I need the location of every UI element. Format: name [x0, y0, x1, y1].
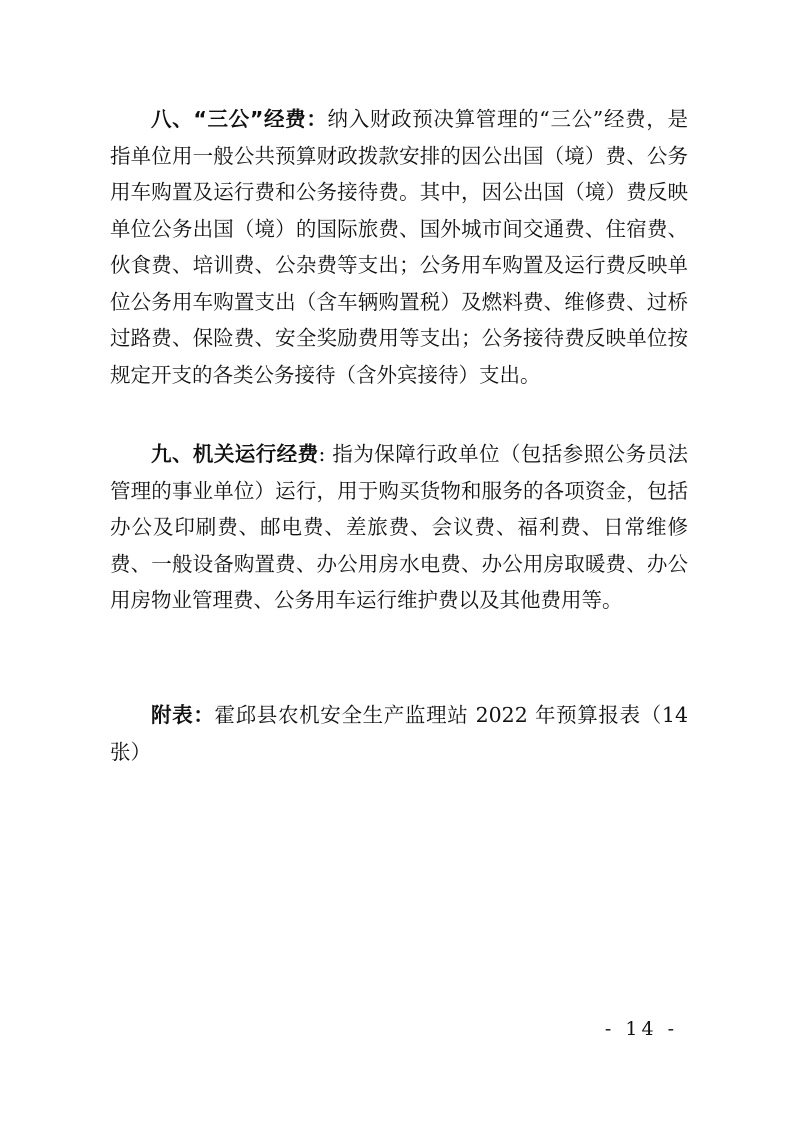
section-8-body: 纳入财政预决算管理的“三公”经费，是指单位用一般公共预算财政拨款安排的因公出国（境）费、公务用车购置及运行费和公务接待费。其中，因公出国（境）费反映单位公务出国（境）的国际旅费、国外城市间交通费、住宿费、伙食费、培训费、公杂费等支出；公务用车购置及运行费反映单位公务用车购置支出（含车辆购置税）及燃料费、维修费、过桥过路费、保险费、安全奖励费用等支出；公务接待费反映单位按规定开支的各类公务接待（含外宾接待）支出。	[110, 107, 688, 387]
appendix-body: 霍邱县农机安全生产监理站 2022 年预算报表（14 张）	[110, 703, 688, 764]
section-9-body: : 指为保障行政单位（包括参照公务员法管理的事业单位）运行，用于购买货物和服务的各项资金，包括办公及印刷费、邮电费、差旅费、会议费、福利费、日常维修费、一般设备购置费、办公用房水电费、办公用房取暖费、办公用房物业管理费、公务用车运行维护费以及其他费用等。	[110, 442, 688, 612]
appendix-paragraph	[110, 697, 688, 770]
page-number: - 14 -	[604, 1018, 678, 1040]
section-9-heading: 九、机关运行经费	[151, 442, 319, 466]
section-8-paragraph	[110, 101, 688, 393]
section-8-heading: 八、“三公”经费：	[151, 107, 328, 131]
appendix-heading: 附表：	[151, 703, 215, 727]
section-9-paragraph	[110, 436, 688, 619]
